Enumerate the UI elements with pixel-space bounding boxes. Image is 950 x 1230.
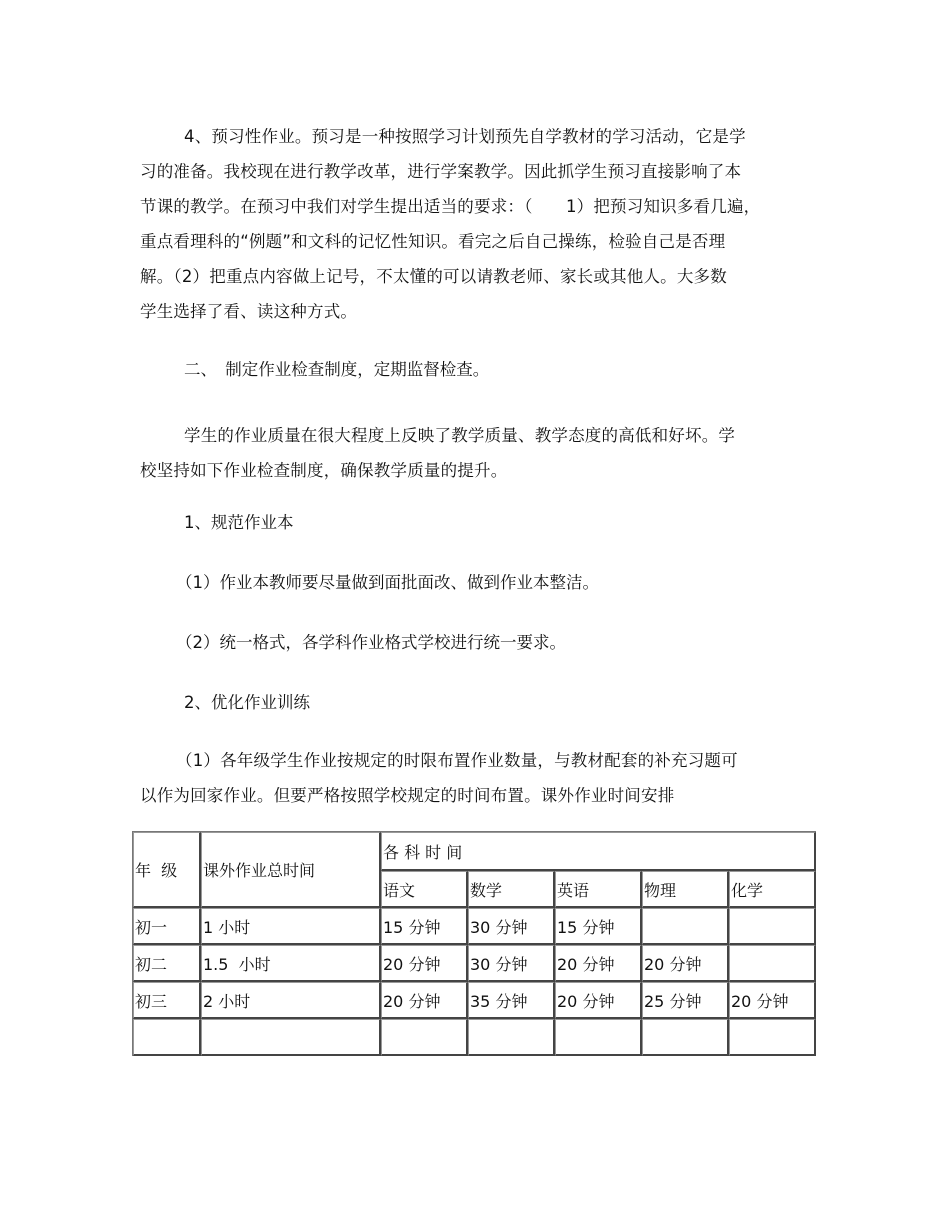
item2-line: （1）各年级学生作业按规定的时限布置作业数量，与教材配套的补充习题可	[176, 751, 738, 770]
header-subject: 英语	[555, 871, 642, 908]
row-cell	[642, 1019, 729, 1056]
item2-line: 以作为回家作业。但要严格按照学校规定的时间布置。课外作业时间安排	[140, 786, 675, 805]
homework-time-table	[132, 831, 816, 1056]
row-cell: 20 分钟	[381, 982, 468, 1019]
item2-paragraph	[140, 743, 780, 813]
item1-title: 1、规范作业本	[184, 513, 294, 532]
header-subject: 化学	[729, 871, 816, 908]
header-subject: 物理	[642, 871, 729, 908]
section4-line: 4、预习性作业。预习是一种按照学习计划预先自学教材的学习活动，它是学	[184, 127, 746, 146]
table-row	[133, 982, 816, 1019]
row-cell: 30 分钟	[468, 908, 555, 945]
header-subjects-title: 各 科 时 间	[381, 832, 816, 871]
row-cell	[729, 1019, 816, 1056]
row-cell: 20 分钟	[642, 945, 729, 982]
header-grade: 年 级	[133, 832, 201, 908]
table-row	[133, 945, 816, 982]
row-grade: 初三	[133, 982, 201, 1019]
row-cell: 20 分钟	[555, 982, 642, 1019]
section-heading-2: 二、 制定作业检查制度，定期监督检查。	[184, 360, 490, 379]
row-cell: 35 分钟	[468, 982, 555, 1019]
section4-line: 习的准备。我校现在进行教学改革，进行学案教学。因此抓学生预习直接影响了本	[140, 162, 742, 181]
intro-line: 学生的作业质量在很大程度上反映了教学质量、教学态度的高低和好坏。学	[184, 426, 736, 445]
row-total: 1 小时	[201, 908, 381, 945]
row-cell	[555, 1019, 642, 1056]
row-cell: 30 分钟	[468, 945, 555, 982]
row-grade	[133, 1019, 201, 1056]
header-subject: 语文	[381, 871, 468, 908]
row-cell: 25 分钟	[642, 982, 729, 1019]
table-header-row	[133, 832, 816, 871]
section4-line: 学生选择了看、读这种方式。	[140, 302, 358, 321]
row-cell: 20 分钟	[555, 945, 642, 982]
row-grade: 初二	[133, 945, 201, 982]
section4-paragraph	[140, 119, 780, 329]
row-total: 2 小时	[201, 982, 381, 1019]
item1-sub2: （2）统一格式，各学科作业格式学校进行统一要求。	[176, 633, 566, 652]
row-cell	[642, 908, 729, 945]
section4-line: 重点看理科的“例题”和文科的记忆性知识。看完之后自己操练，检验自己是否理	[140, 232, 726, 251]
table-row	[133, 908, 816, 945]
row-total	[201, 1019, 381, 1056]
section4-line: 节课的教学。在预习中我们对学生提出适当的要求：（ 1）把预习知识多看几遍，	[140, 197, 761, 216]
item1-sub1: （1）作业本教师要尽量做到面批面改、做到作业本整洁。	[176, 573, 599, 592]
row-cell: 15 分钟	[555, 908, 642, 945]
intro-line: 校坚持如下作业检查制度，确保教学质量的提升。	[140, 461, 508, 480]
header-subject: 数学	[468, 871, 555, 908]
header-total-time: 课外作业总时间	[201, 832, 381, 908]
item2-title: 2、优化作业训练	[184, 693, 310, 712]
row-cell: 15 分钟	[381, 908, 468, 945]
row-cell	[381, 1019, 468, 1056]
row-cell	[729, 945, 816, 982]
section4-line: 解。（2）把重点内容做上记号，不太懂的可以请教老师、家长或其他人。大多数	[140, 267, 727, 286]
row-total: 1.5 小时	[201, 945, 381, 982]
table-row	[133, 1019, 816, 1056]
row-grade: 初一	[133, 908, 201, 945]
row-cell	[729, 908, 816, 945]
row-cell: 20 分钟	[729, 982, 816, 1019]
row-cell: 20 分钟	[381, 945, 468, 982]
row-cell	[468, 1019, 555, 1056]
intro-paragraph	[140, 418, 780, 488]
